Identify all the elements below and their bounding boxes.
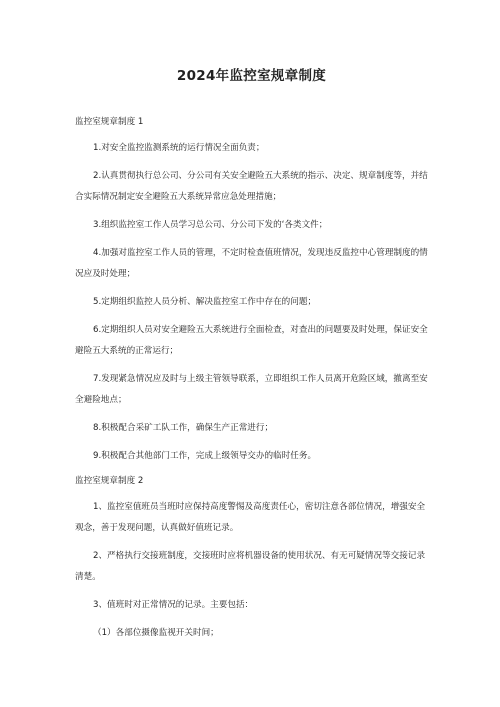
paragraph: 3、值班时对正常情况的记录。主要包括： [93,600,254,610]
paragraph: 6.定期组织人员对安全避险五大系统进行全面检查，对查出的问题要及时处理，保证安全避险五大系统的正常运行； [75,325,428,356]
document-title: 2024年监控室规章制度 [176,68,327,84]
paragraph: 1.对安全监控监测系统的运行情况全面负责； [93,143,265,153]
paragraph: 5.定期组织监控人员分析、解决监控室工作中存在的问题； [93,297,317,307]
paragraph: 4.加强对监控室工作人员的管理，不定时检查值班情况，发现违反监控中心管理制度的情况应及时处理； [75,248,428,279]
paragraph: 3.组织监控室工作人员学习总公司、分公司下发的‘各类文件； [93,220,328,230]
paragraph: 8.积极配合采矿工队工作，确保生产正常进行； [93,423,274,433]
section-heading: 监控室规章制度 1 [75,117,144,127]
paragraph: （1）各部位摄像监视开关时间； [93,628,219,638]
paragraph: 2.认真贯彻执行总公司、分公司有关安全避险五大系统的指示、决定、规章制度等，并结合实际情况制定安全避险五大系统异常应急处理措施； [75,171,428,202]
section-1 [75,115,428,467]
paragraph: 1、监控室值班员当班时应保持高度警惕及高度责任心，密切注意各部位情况，增强安全观念，善于发现问题，认真做好值班记录。 [75,502,426,533]
section-heading: 监控室规章制度 2 [75,476,144,486]
paragraph: 9.积极配合其他部门工作，完成上级领导交办的临时任务。 [93,451,317,461]
paragraph: 2、严格执行交接班制度，交接班时应将机器设备的使用状况、有无可疑情况等交接记录清楚。 [75,551,426,582]
paragraph: 7.发现紧急情况应及时与上级主管领导联系，立即组织工作人员离开危险区域，撤离至安全避险地点； [75,374,428,405]
spacer [75,467,428,474]
section-2 [75,474,428,644]
